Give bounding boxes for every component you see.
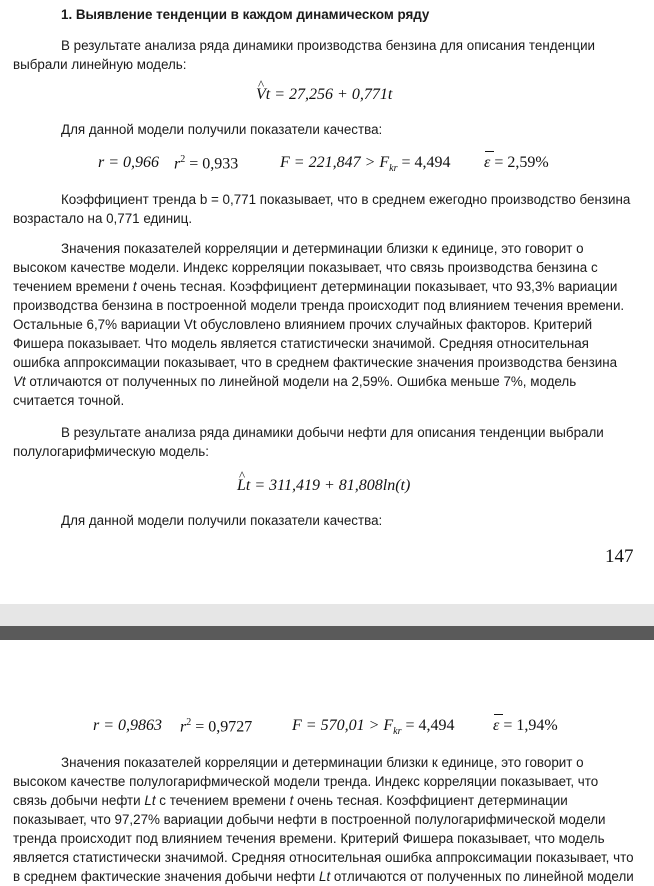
paragraph-line: Значения показателей корреляции и детерминации близки к единице, это говорит о: [61, 241, 584, 256]
section-heading: 1. Выявление тенденции в каждом динамическом ряду: [61, 7, 430, 22]
semilog-trend-formula: [237, 477, 410, 495]
determination-coef: $r^2 = 0,9727$: [180, 717, 253, 736]
paragraph-line: является статистически значимой. Средняя относительная ошибка аппроксимации показывает, что: [13, 850, 634, 865]
approximation-error: ε = 2,59%: [484, 154, 549, 171]
paragraph-line: Значения показателей корреляции и детерминации близки к единице, это говорит о: [61, 755, 584, 770]
quality-indicators-oil: [93, 717, 162, 735]
quality-indicators-gasoline: [98, 154, 159, 172]
paragraph-line: Коэффициент тренда b = 0,771 показывает, что в среднем ежегодно производство бензина: [61, 192, 631, 207]
paragraph-line: показывает, что 97,27% вариации добычи нефти в построенной полулогарифмической модели: [13, 812, 606, 827]
document-page-148: [0, 640, 654, 884]
paragraph-line: Для данной модели получили показатели качества:: [61, 513, 383, 528]
paragraph-line: связь добычи нефти Lt с течением времени t очень тесная. Коэффициент детерминации: [13, 793, 568, 808]
paragraph-line: в среднем фактические значения добычи нефти Lt отличаются от полученных по линейной модели: [13, 869, 634, 884]
approximation-error: ε = 1,94%: [493, 717, 558, 734]
paragraph-line: течением времени t очень тесная. Коэффициент детерминации показывает, что 93,3% вариации: [13, 279, 618, 294]
linear-trend-formula: [256, 86, 392, 104]
paragraph-line: высоком качестве модели. Индекс корреляции показывает, что связь производства бензина с: [13, 260, 598, 275]
fisher-criterion: $F = 570,01 > F_{kr} = 4,494$: [292, 717, 455, 738]
paragraph-line: Фишера показывает. Что модель является статистически значимой. Средняя относительная: [13, 336, 589, 351]
formula-rhs: t = 311,419 + 81,808ln(t): [245, 477, 411, 494]
paragraph-line: ошибка аппроксимации показывает, что в среднем фактические значения производства бензина: [13, 355, 618, 370]
paragraph-line: В результате анализа ряда динамики добычи нефти для описания тенденции выбрали: [61, 425, 604, 440]
formula-lhs: ^ L: [237, 477, 246, 495]
formula-rhs: t = 27,256 + 0,771t: [265, 86, 393, 103]
paragraph-line: тренда происходит под влиянием течения времени. Критерий Фишера показывает, что модель: [13, 831, 605, 846]
paragraph-line: возрастало на 0,771 единиц.: [13, 211, 193, 226]
paragraph-line: В результате анализа ряда динамики производства бензина для описания тенденции: [61, 38, 596, 53]
correlation-index: r = 0,9863: [93, 717, 163, 734]
paragraph-line: выбрали линейную модель:: [13, 57, 187, 72]
paragraph-line: высоком качестве полулогарифмической модели тренда. Индекс корреляции показывает, что: [13, 774, 599, 789]
fisher-criterion: $F = 221,847 > F_{kr} = 4,494$: [280, 154, 451, 175]
paragraph-line: Остальные 6,7% вариации Vt обусловлено влиянием прочих случайных факторов. Критерий: [13, 317, 593, 332]
paragraph-line: полулогарифмическую модель:: [13, 444, 209, 459]
paragraph-line: производства бензина в построенной модели тренда происходит под влиянием течения времени.: [13, 298, 625, 313]
formula-lhs: ^ V: [256, 86, 266, 104]
paragraph-line: Vt отличаются от полученных по линейной модели на 2,59%. Ошибка меньше 7%, модель: [13, 374, 577, 389]
paragraph-line: Для данной модели получили показатели качества:: [61, 122, 383, 137]
correlation-index: r = 0,966: [98, 154, 160, 171]
determination-coef: $r^2 = 0,933$: [174, 154, 239, 173]
page-number: 147: [605, 546, 634, 567]
page-separator: [0, 604, 654, 640]
paragraph-line: считается точной.: [13, 393, 125, 408]
